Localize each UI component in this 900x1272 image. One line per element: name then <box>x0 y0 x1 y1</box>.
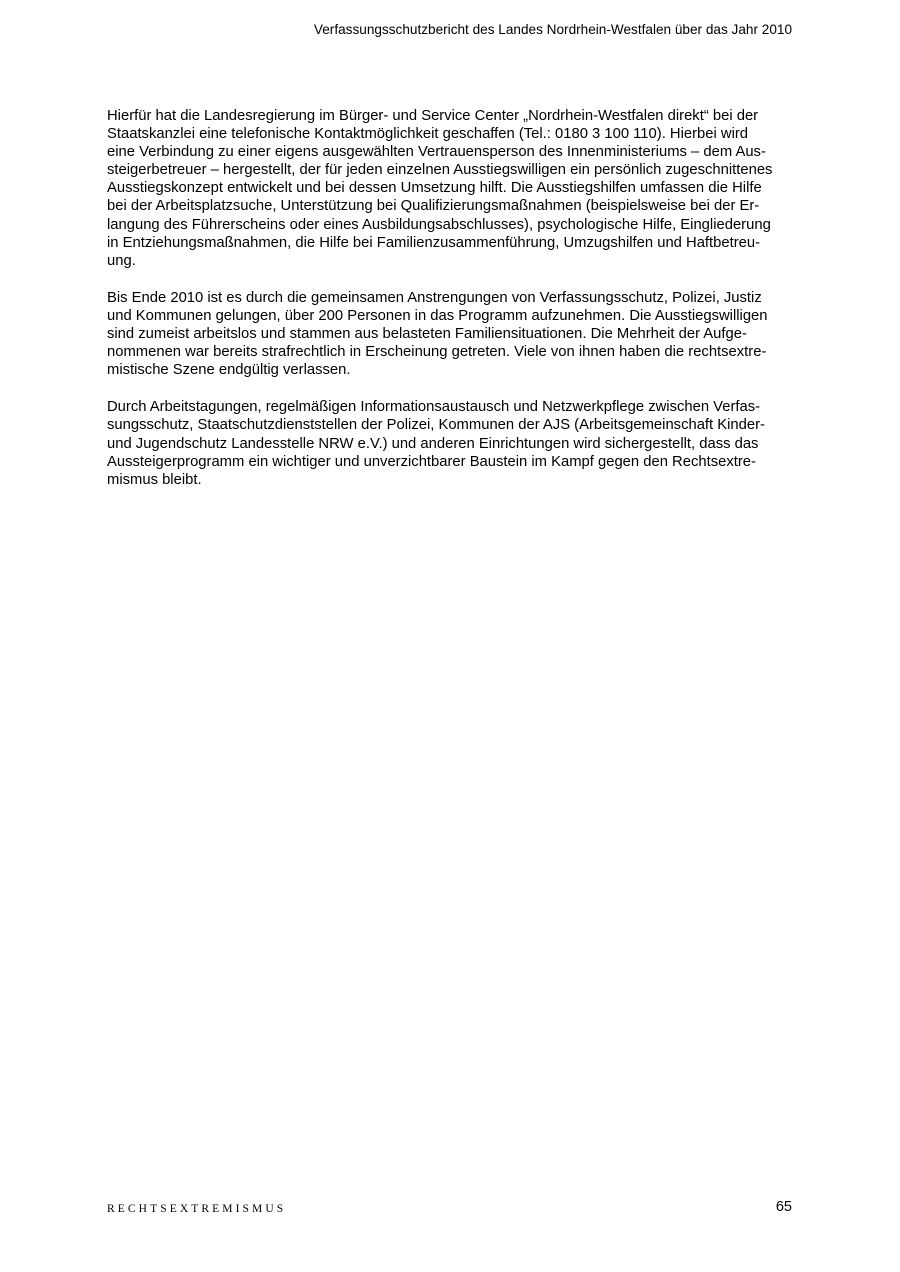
text-line: bei der Arbeitsplatzsuche, Unterstützung bei Qualifizierungsmaßnahmen (beispielsweise bei der Er- <box>107 198 760 215</box>
text-line: Hierfür hat die Landesregierung im Bürger- und Service Center „Nordrhein-Westfalen direkt“ bei der <box>107 108 759 124</box>
running-header: Verfassungsschutzbericht des Landes Nordrhein-Westfalen über das Jahr 2010 <box>313 22 792 37</box>
text-line: sind zumeist arbeitslos und stammen aus belasteten Familiensituationen. Die Mehrheit der Aufge- <box>107 326 747 343</box>
text-line: Ausstiegskonzept entwickelt und bei dessen Umsetzung hilft. Die Ausstiegshilfen umfassen die Hilfe <box>107 180 762 197</box>
text-line: ung. <box>107 252 136 269</box>
footer-section-name: RECHTSEXTREMISMUS <box>107 1203 287 1215</box>
text-line: und Jugendschutz Landesstelle NRW e.V.) und anderen Einrichtungen wird sichergestellt, dass das <box>107 435 759 452</box>
paragraph-cooperation <box>107 398 790 488</box>
text-line: und Kommunen gelungen, über 200 Personen in das Programm aufzunehmen. Die Ausstiegswilligen <box>107 307 768 324</box>
text-line: Staatskanzlei eine telefonische Kontaktmöglichkeit geschaffen (Tel.: 0180 3 100 110). Hierbei wird <box>107 126 749 143</box>
text-line: mistische Szene endgültig verlassen. <box>107 362 351 379</box>
text-line: mismus bleibt. <box>107 471 202 488</box>
text-line: in Entziehungsmaßnahmen, die Hilfe bei Familienzusammenführung, Umzugshilfen und Haftbetreu- <box>107 234 761 251</box>
text-line: steigerbetreuer – hergestellt, der für jeden einzelnen Ausstiegswilligen ein persönlich zugeschnittenes <box>107 162 773 179</box>
body-text <box>107 107 790 508</box>
page-number: 65 <box>775 1199 792 1215</box>
paragraph-contact-hotline <box>107 107 790 270</box>
text-line: Durch Arbeitstagungen, regelmäßigen Informationsaustausch und Netzwerkpflege zwischen Verfas- <box>107 399 761 416</box>
text-line: eine Verbindung zu einer eigens ausgewählten Vertrauensperson des Innenministeriums – dem Aus- <box>107 144 766 161</box>
text-line: Aussteigerprogramm ein wichtiger und unverzichtbarer Baustein im Kampf gegen den Rechtsextre- <box>107 453 756 470</box>
text-line: langung des Führerscheins oder eines Ausbildungsabschlusses), psychologische Hilfe, Eingliederung <box>107 216 771 233</box>
text-line: nommenen war bereits strafrechtlich in Erscheinung getreten. Viele von ihnen haben die rechtsextre- <box>107 344 767 361</box>
text-line: Bis Ende 2010 ist es durch die gemeinsamen Anstrengungen von Verfassungsschutz, Polizei, Justiz <box>107 289 762 306</box>
paragraph-program-results <box>107 289 790 379</box>
text-line: sungsschutz, Staatschutzdienststellen der Polizei, Kommunen der AJS (Arbeitsgemeinschaft Kinder- <box>107 417 765 434</box>
